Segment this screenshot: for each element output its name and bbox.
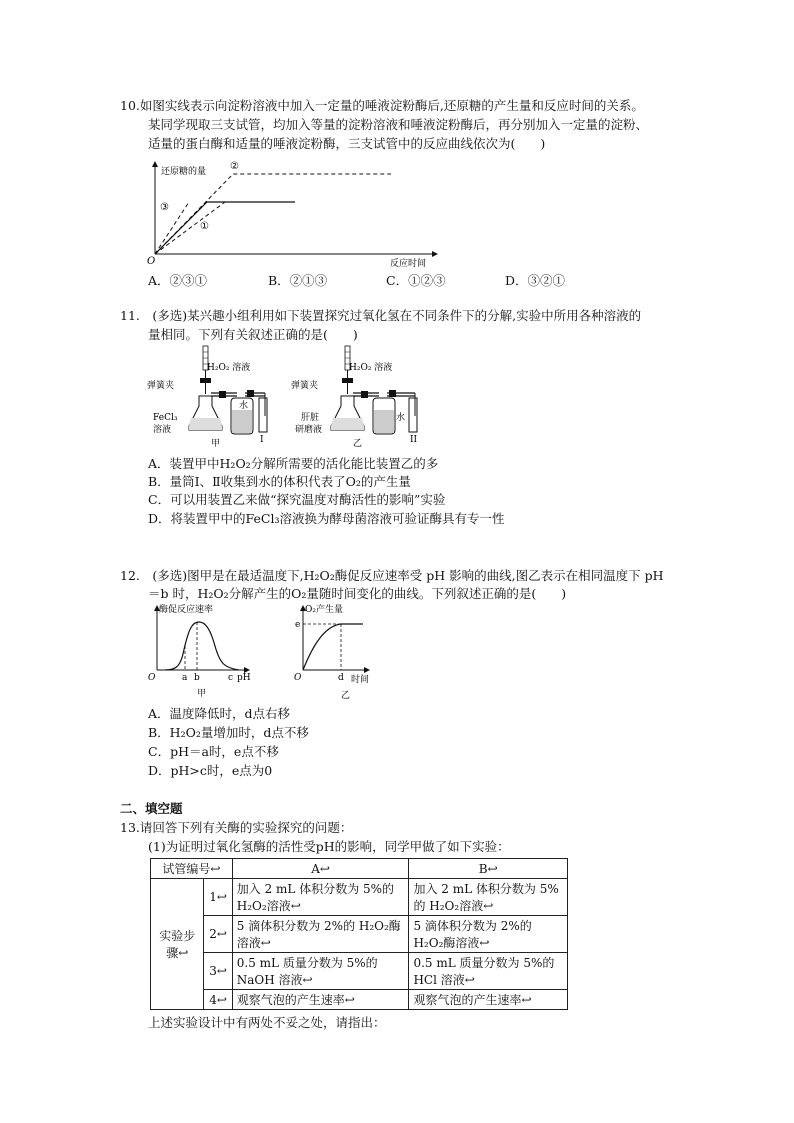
step-number: 1↩ (204, 879, 232, 916)
cell-b: 0.5 mL 质量分数为 5%的 HCl 溶液↩ (409, 953, 568, 990)
jia-label: 甲 (211, 439, 221, 449)
yi-xlabel: 时间 (351, 675, 370, 685)
cell-b: 5 滴体积分数为 2%的 H₂O₂酶溶液↩ (409, 916, 568, 953)
yi-name: 乙 (341, 691, 351, 701)
q12-option-a: A．温度降低时，d点右移 (148, 706, 291, 721)
q10-option-d: D．③②① (505, 273, 566, 288)
q10-ylabel: 还原糖的量 (161, 167, 207, 177)
jia-name: 甲 (197, 689, 207, 699)
q10-xlabel: 反应时间 (390, 259, 427, 269)
graph-jia (157, 608, 247, 670)
yi-liver-label2: 研磨液 (295, 425, 323, 435)
jia-ylabel: 酶促反应速率 (159, 605, 214, 615)
q12-option-c: C．pH＝a时，e点不移 (148, 744, 279, 759)
step-number: 2↩ (204, 916, 232, 953)
q11-option-c: C．可以用装置乙来做“探究温度对酶活性的影响”实验 (148, 492, 446, 507)
table-row (151, 990, 568, 1010)
q12-line2: ＝b 时，H₂O₂分解产生的O₂量随时间变化的曲线。下列叙述正确的是( ) (148, 586, 567, 601)
q13-line1: 13.请回答下列有关酶的实验探究的问题： (120, 820, 353, 835)
q11-apparatus (145, 344, 435, 450)
q10-solid-curve (155, 202, 295, 254)
table-header-row (151, 859, 568, 879)
jia-fecl3-label1: FeCl₃ (153, 413, 178, 423)
header-tube-no: 试管编号↩ (151, 859, 233, 879)
graph-yi (303, 608, 367, 670)
q11-line2: 量相同。下列有关叙述正确的是( ) (148, 327, 358, 342)
yi-ylabel: O₂产生量 (305, 605, 343, 615)
q10-option-c: C．①②③ (386, 273, 446, 288)
header-a: A↩ (232, 859, 409, 879)
jia-h2o2-label: H₂O₂ 溶液 (207, 363, 251, 373)
table-row (151, 916, 568, 953)
q11-option-d: D．将装置甲中的FeCl₃溶液换为酵母菌溶液可验证酶具有专一性 (148, 511, 505, 526)
jia-clamp-label: 弹簧夹 (147, 381, 175, 391)
cell-a: 0.5 mL 质量分数为 5%的 NaOH 溶液↩ (232, 953, 409, 990)
jia-origin: O (148, 673, 156, 683)
cylinder-1-label: I (260, 435, 264, 445)
yi-water-label: 水 (396, 413, 406, 423)
yi-origin: O (294, 673, 302, 683)
apparatus-jia (189, 346, 267, 434)
q10-mark-2: ② (230, 161, 239, 172)
yi-e: e (295, 620, 301, 630)
cell-b: 观察气泡的产生速率↩ (409, 990, 568, 1010)
q11-option-b: B．量筒Ⅰ、Ⅱ收集到水的体积代表了O₂的产生量 (148, 474, 411, 489)
q11-line1: 11. (多选)某兴趣小组利用如下装置探究过氧化氢在不同条件下的分解,实验中所用各种溶液的 (120, 308, 642, 323)
cell-b: 加入 2 mL 体积分数为 5%的 H₂O₂溶液↩ (409, 879, 568, 916)
q10-mark-1: ① (200, 221, 209, 232)
q10-line2: 某同学现取三支试管，均加入等量的淀粉溶液和唾液淀粉酶后，再分别加入一定量的淀粉、 (148, 117, 649, 132)
q10-mark-3: ③ (160, 202, 169, 213)
yi-d: d (338, 673, 344, 683)
jia-fecl3-label2: 溶液 (153, 425, 172, 435)
step-label: 实验步骤↩ (151, 879, 204, 1010)
cylinder-2-label: II (410, 435, 418, 445)
jia-xlabel: pH (237, 673, 251, 683)
step-number: 4↩ (204, 990, 232, 1010)
q10-graph (145, 158, 445, 270)
q10-line3: 适量的蛋白酶和适量的唾液淀粉酶，三支试管中的反应曲线依次为( ) (148, 136, 546, 151)
yi-h2o2-label: H₂O₂ 溶液 (349, 363, 393, 373)
yi-label: 乙 (353, 439, 363, 449)
table-row (151, 953, 568, 990)
q10-origin: O (147, 256, 156, 267)
q11-option-a: A．装置甲中H₂O₂分解所需要的活化能比装置乙的多 (148, 456, 439, 471)
q13-after-table: 上述实验设计中有两处不妥之处，请指出： (148, 1015, 386, 1030)
cell-a: 加入 2 mL 体积分数为 5%的 H₂O₂溶液↩ (232, 879, 409, 916)
cell-a: 5 滴体积分数为 2%的 H₂O₂酶溶液↩ (232, 916, 409, 953)
q10-curve-2 (155, 174, 391, 254)
jia-water-label: 水 (239, 401, 249, 411)
section-heading: 二、填空题 (120, 801, 183, 816)
jia-b: b (194, 673, 200, 683)
step-number: 3↩ (204, 953, 232, 990)
header-b: B↩ (409, 859, 568, 879)
q10-line1: 10.如图实线表示向淀粉溶液中加入一定量的唾液淀粉酶后,还原糖的产生量和反应时间的关系。 (120, 98, 644, 113)
q10-option-b: B．②①③ (268, 273, 328, 288)
yi-clamp-label: 弹簧夹 (291, 381, 319, 391)
jia-a: a (182, 673, 188, 683)
jia-rate-curve (165, 622, 239, 670)
yi-liver-label1: 肝脏 (301, 413, 320, 423)
jia-c: c (228, 673, 234, 683)
q12-option-b: B．H₂O₂量增加时，d点不移 (148, 725, 309, 740)
q12-line1: 12. (多选)图甲是在最适温度下,H₂O₂酶促反应速率受 pH 影响的曲线,图乙表示在相同温度下 pH (120, 568, 664, 583)
yi-o2-curve (303, 624, 363, 670)
cell-a: 观察气泡的产生速率↩ (232, 990, 409, 1010)
experiment-table (150, 858, 568, 1010)
q12-option-d: D．pH>c时，e点为0 (148, 763, 273, 778)
q10-option-a: A．②③① (148, 273, 208, 288)
table-row (151, 879, 568, 916)
q13-line2: (1)为证明过氧化氢酶的活性受pH的影响，同学甲做了如下实验： (148, 839, 510, 854)
q12-graphs (145, 602, 375, 702)
